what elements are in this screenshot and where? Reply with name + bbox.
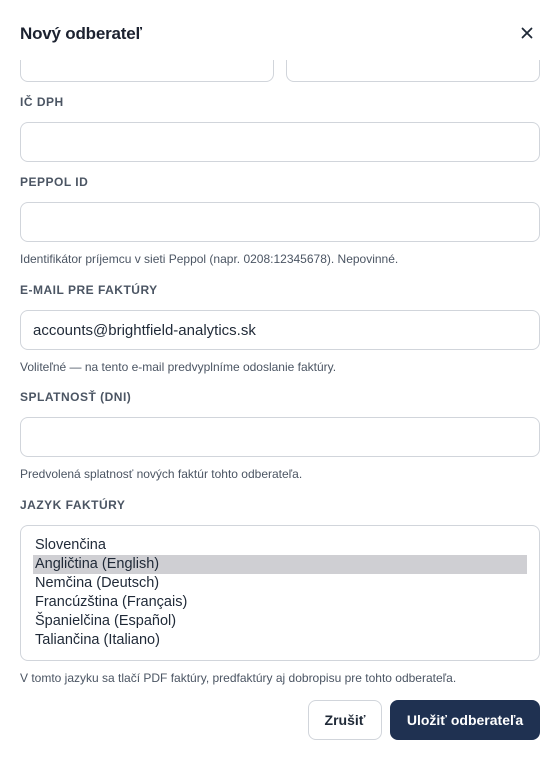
language-hint: V tomto jazyku sa tlačí PDF faktúry, predfaktúry aj dobropisu pre tohto odberateľa. — [20, 671, 457, 685]
invoice-email-input[interactable] — [20, 310, 540, 350]
save-customer-button[interactable]: Uložiť odberateľa — [390, 700, 540, 740]
top-left-input[interactable] — [20, 60, 274, 82]
dialog-scroll-body[interactable] — [0, 60, 560, 690]
language-listbox[interactable] — [20, 525, 540, 661]
language-option[interactable]: Francúzština (Français) — [35, 594, 188, 610]
vat-label: IČ DPH — [20, 95, 64, 109]
language-option[interactable]: Slovenčina — [35, 537, 106, 553]
close-button[interactable] — [516, 22, 538, 44]
language-option[interactable]: Nemčina (Deutsch) — [35, 575, 160, 591]
invoice-email-label: E-MAIL PRE FAKTÚRY — [20, 283, 158, 297]
dialog-header — [0, 0, 560, 60]
language-option[interactable]: Angličtina (English) — [33, 555, 527, 574]
dialog-title: Nový odberateľ — [20, 24, 142, 43]
invoice-email-hint: Voliteľné — na tento e-mail predvyplníme odoslanie faktúry. — [20, 360, 337, 374]
language-option[interactable]: Taliančina (Italiano) — [35, 632, 160, 648]
language-option[interactable]: Španielčina (Español) — [35, 613, 177, 629]
peppol-hint: Identifikátor príjemcu v sieti Peppol (napr. 0208:12345678). Nepovinné. — [20, 252, 399, 266]
peppol-input[interactable] — [20, 202, 540, 242]
due-days-label: SPLATNOSŤ (DNI) — [20, 390, 132, 404]
language-label: JAZYK FAKTÚRY — [20, 498, 126, 512]
vat-input[interactable] — [20, 122, 540, 162]
top-right-input[interactable] — [286, 60, 540, 82]
due-days-input[interactable] — [20, 417, 540, 457]
due-days-hint: Predvolená splatnosť nových faktúr tohto odberateľa. — [20, 467, 303, 481]
peppol-label: PEPPOL ID — [20, 175, 89, 189]
dialog-footer — [0, 690, 560, 760]
close-icon — [521, 27, 533, 39]
cancel-button[interactable]: Zrušiť — [308, 700, 382, 740]
